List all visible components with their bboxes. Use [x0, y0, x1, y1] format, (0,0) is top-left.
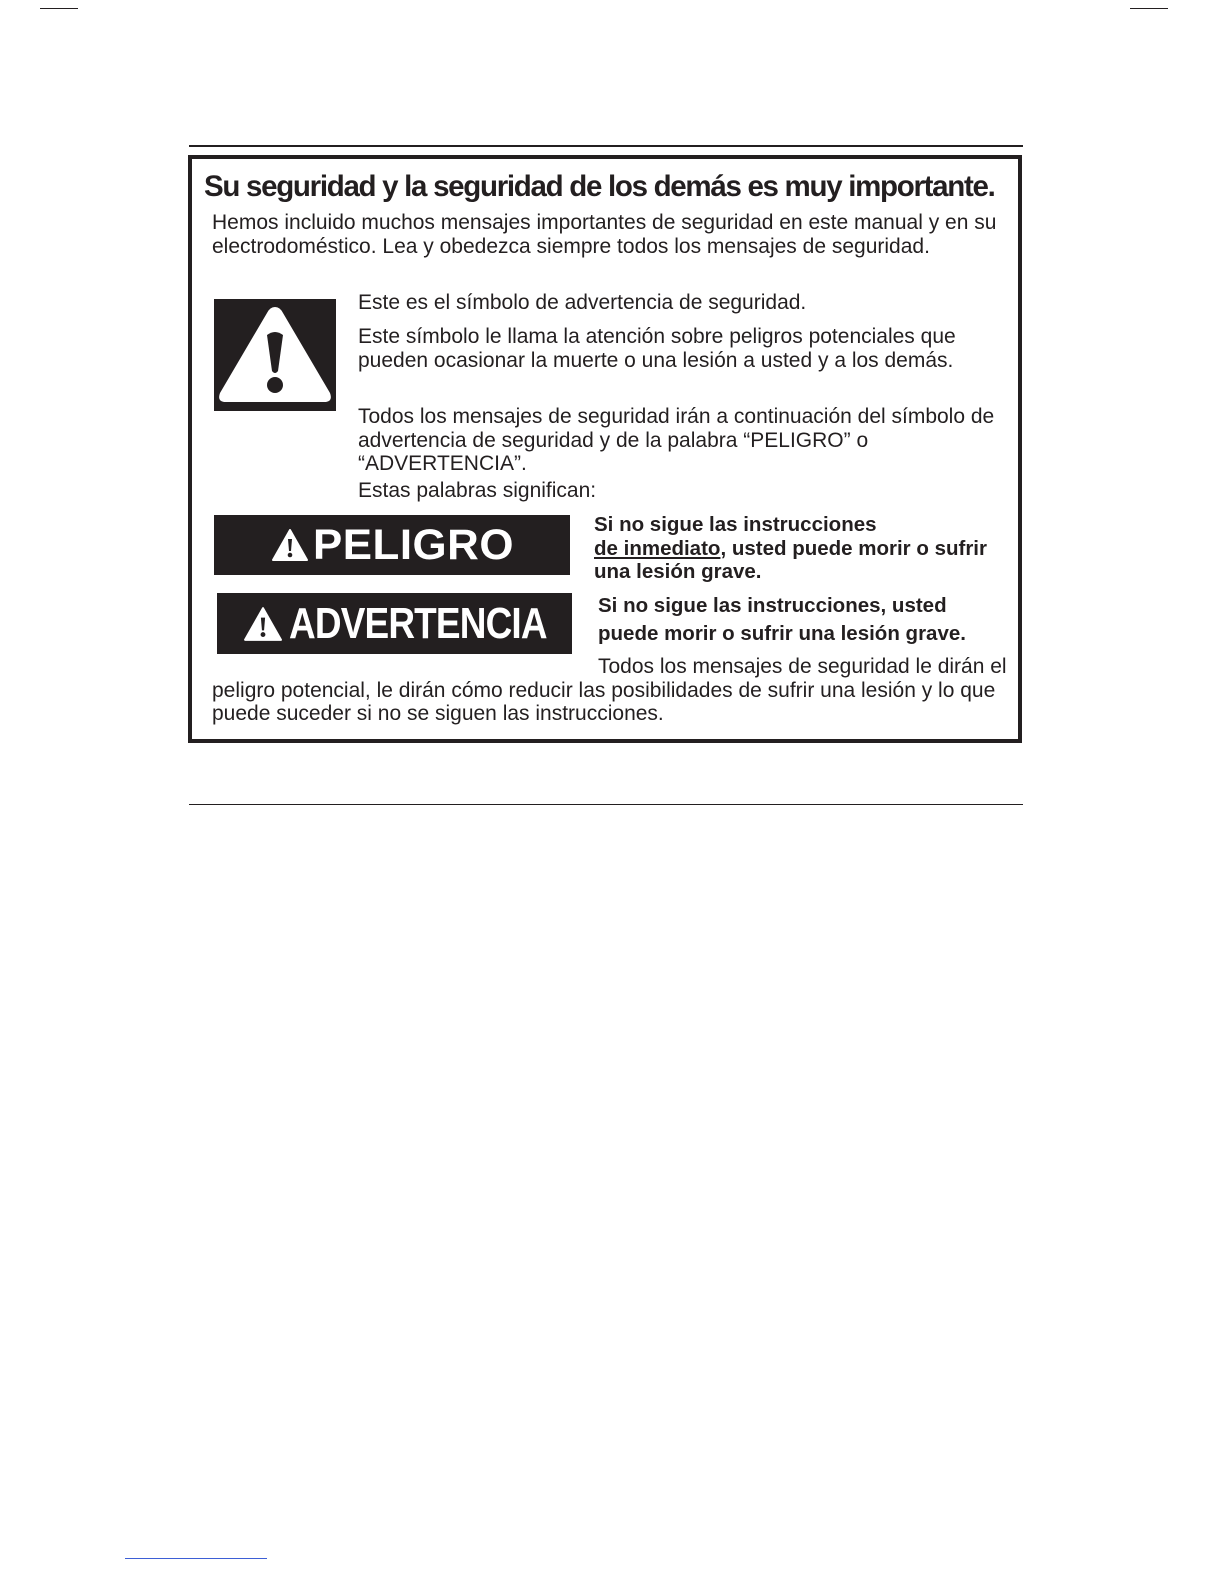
danger-text-part-a: Si no sigue las instrucciones: [594, 513, 877, 536]
crop-mark-left: [40, 8, 78, 9]
intro-paragraph: Hemos incluido muchos mensajes importantes de seguridad en este manual y en su electrodoméstico. Lea y obedezca siempre todos los mensajes de seguridad.: [212, 211, 997, 258]
warning-triangle-icon: [271, 528, 309, 562]
signal-word-intro: Todos los mensajes de seguridad irán a continuación del símbolo de advertencia de seguridad y de la palabra “PELIGRO” o “ADVERTENCIA”.: [358, 405, 995, 475]
danger-text-part-b: , usted puede morir o sufrir una lesión grave.: [594, 536, 987, 583]
safety-alert-symbol: [214, 299, 336, 411]
signal-words-meaning: Estas palabras significan:: [358, 479, 597, 502]
safety-heading: Su seguridad y la seguridad de los demás es muy importante.: [204, 170, 995, 203]
warning-triangle-icon: [243, 606, 283, 642]
closing-paragraph: [212, 655, 1012, 726]
crop-mark-bottom: [125, 1558, 267, 1559]
safety-notice-box: [188, 155, 1022, 743]
warning-description: Si no sigue las instrucciones, usted puede morir o sufrir una lesión grave.: [598, 594, 966, 645]
symbol-purpose: Este símbolo le llama la atención sobre peligros potenciales que pueden ocasionar la muerte o una lesión a usted y a los demás.: [358, 325, 956, 372]
danger-signal-bar: [214, 515, 570, 575]
danger-text-underlined: de inmediato: [594, 536, 721, 560]
closing-text: Todos los mensajes de seguridad le dirán el peligro potencial, le dirán cómo reducir las posibilidades de sufrir una lesión y lo que puede suceder si no se siguen las instrucciones.: [212, 655, 1007, 725]
crop-mark-right: [1130, 8, 1168, 9]
warning-label: ADVERTENCIA: [289, 598, 547, 648]
symbol-description: Este es el símbolo de advertencia de seguridad.: [358, 291, 807, 314]
danger-description: [594, 513, 1004, 584]
top-rule: [189, 145, 1023, 147]
warning-signal-bar: [217, 593, 572, 654]
safety-alert-triangle-icon: [214, 299, 336, 411]
bottom-rule: [189, 804, 1023, 805]
danger-label: PELIGRO: [313, 520, 515, 569]
